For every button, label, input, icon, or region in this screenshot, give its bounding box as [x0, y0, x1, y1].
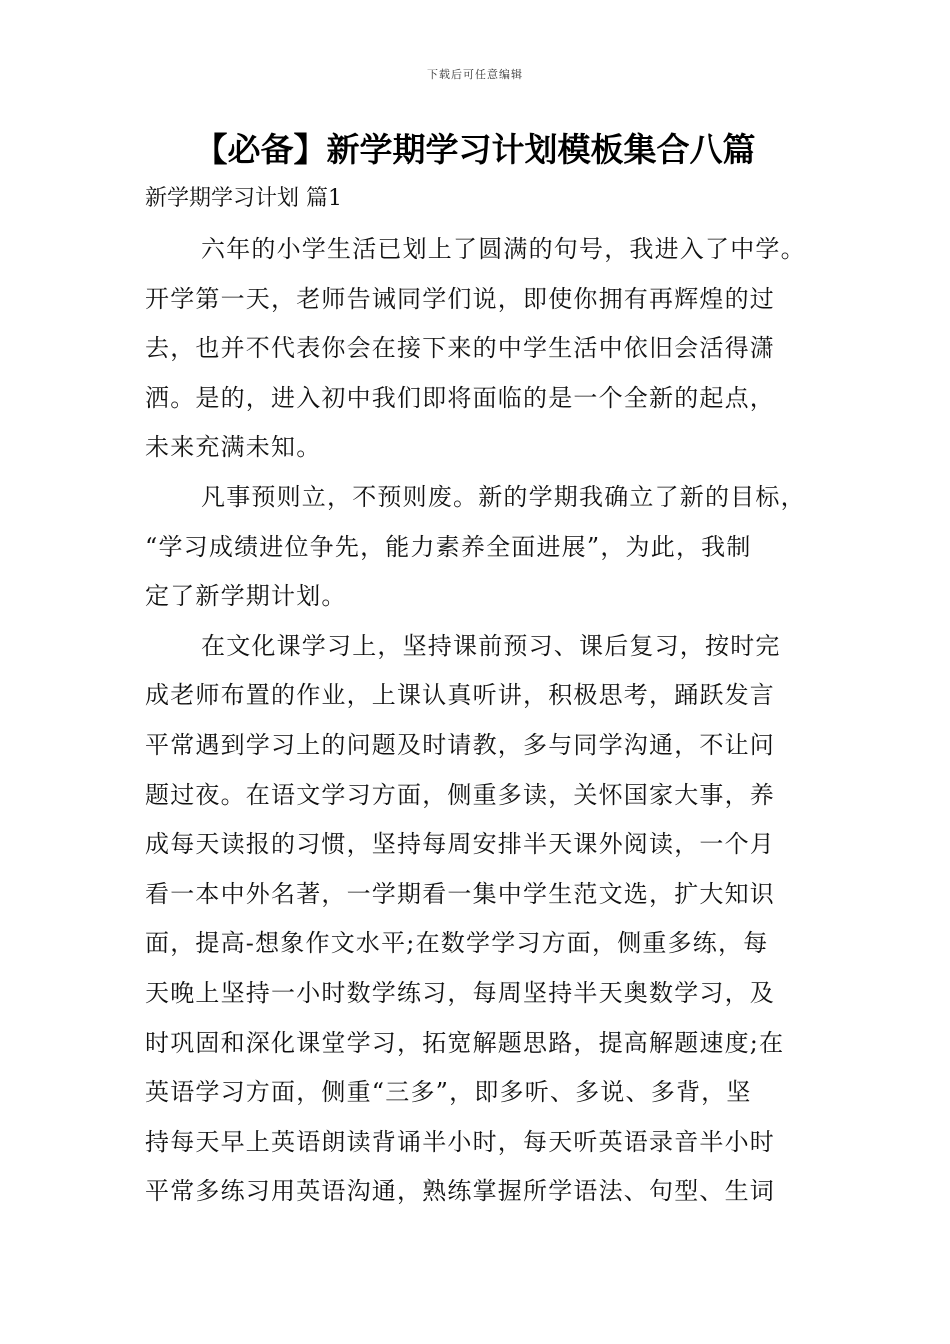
text-line: 英语学习方面，侧重“三多”，即多听、多说、多背，坚 — [145, 1078, 752, 1107]
text-line: 平常遇到学习上的问题及时请教，多与同学沟通，不让问 — [145, 730, 775, 759]
text-line: “学习成绩进位争先，能力素养全面进展”，为此，我制 — [145, 532, 752, 561]
text-line: 成每天读报的习惯，坚持每周安排半天课外阅读，一个月 — [145, 830, 775, 859]
text-line: 时巩固和深化课堂学习，拓宽解题思路，提高解题速度;在 — [145, 1028, 785, 1057]
body-text — [145, 230, 825, 1222]
text-line: 题过夜。在语文学习方面，侧重多读，关怀国家大事，养 — [145, 780, 775, 809]
text-line: 平常多练习用英语沟通，熟练掌握所学语法、句型、生词 — [145, 1177, 775, 1206]
text-line: 未来充满未知。 — [145, 433, 322, 462]
text-line: 六年的小学生活已划上了圆满的句号，我进入了中学。 — [201, 235, 806, 263]
text-line: 凡事预则立，不预则废。新的学期我确立了新的目标， — [201, 482, 806, 511]
text-line: 持每天早上英语朗读背诵半小时，每天听英语录音半小时 — [145, 1127, 775, 1156]
text-line: 天晚上坚持一小时数学练习，每周坚持半天奥数学习，及 — [145, 978, 775, 1007]
text-line: 在文化课学习上，坚持课前预习、课后复习，按时完 — [201, 631, 781, 660]
text-line: 洒。是的，进入初中我们即将面临的是一个全新的起点， — [145, 383, 775, 412]
header-note: 下载后可任意编辑 — [427, 68, 523, 81]
section-heading: 新学期学习计划 篇1 — [145, 186, 342, 211]
document-title: 【必备】新学期学习计划模板集合八篇 — [194, 130, 756, 169]
text-line: 成老师布置的作业，上课认真听讲，积极思考，踊跃发言 — [145, 681, 775, 710]
text-line: 去，也并不代表你会在接下来的中学生活中依旧会活得潇 — [145, 334, 775, 363]
text-line: 面，提高-想象作文水平;在数学学习方面，侧重多练，每 — [145, 929, 769, 958]
text-line: 定了新学期计划。 — [145, 582, 347, 611]
text-line: 看一本中外名著，一学期看一集中学生范文选，扩大知识 — [145, 879, 775, 908]
text-line: 开学第一天，老师告诫同学们说，即使你拥有再辉煌的过 — [145, 284, 775, 313]
